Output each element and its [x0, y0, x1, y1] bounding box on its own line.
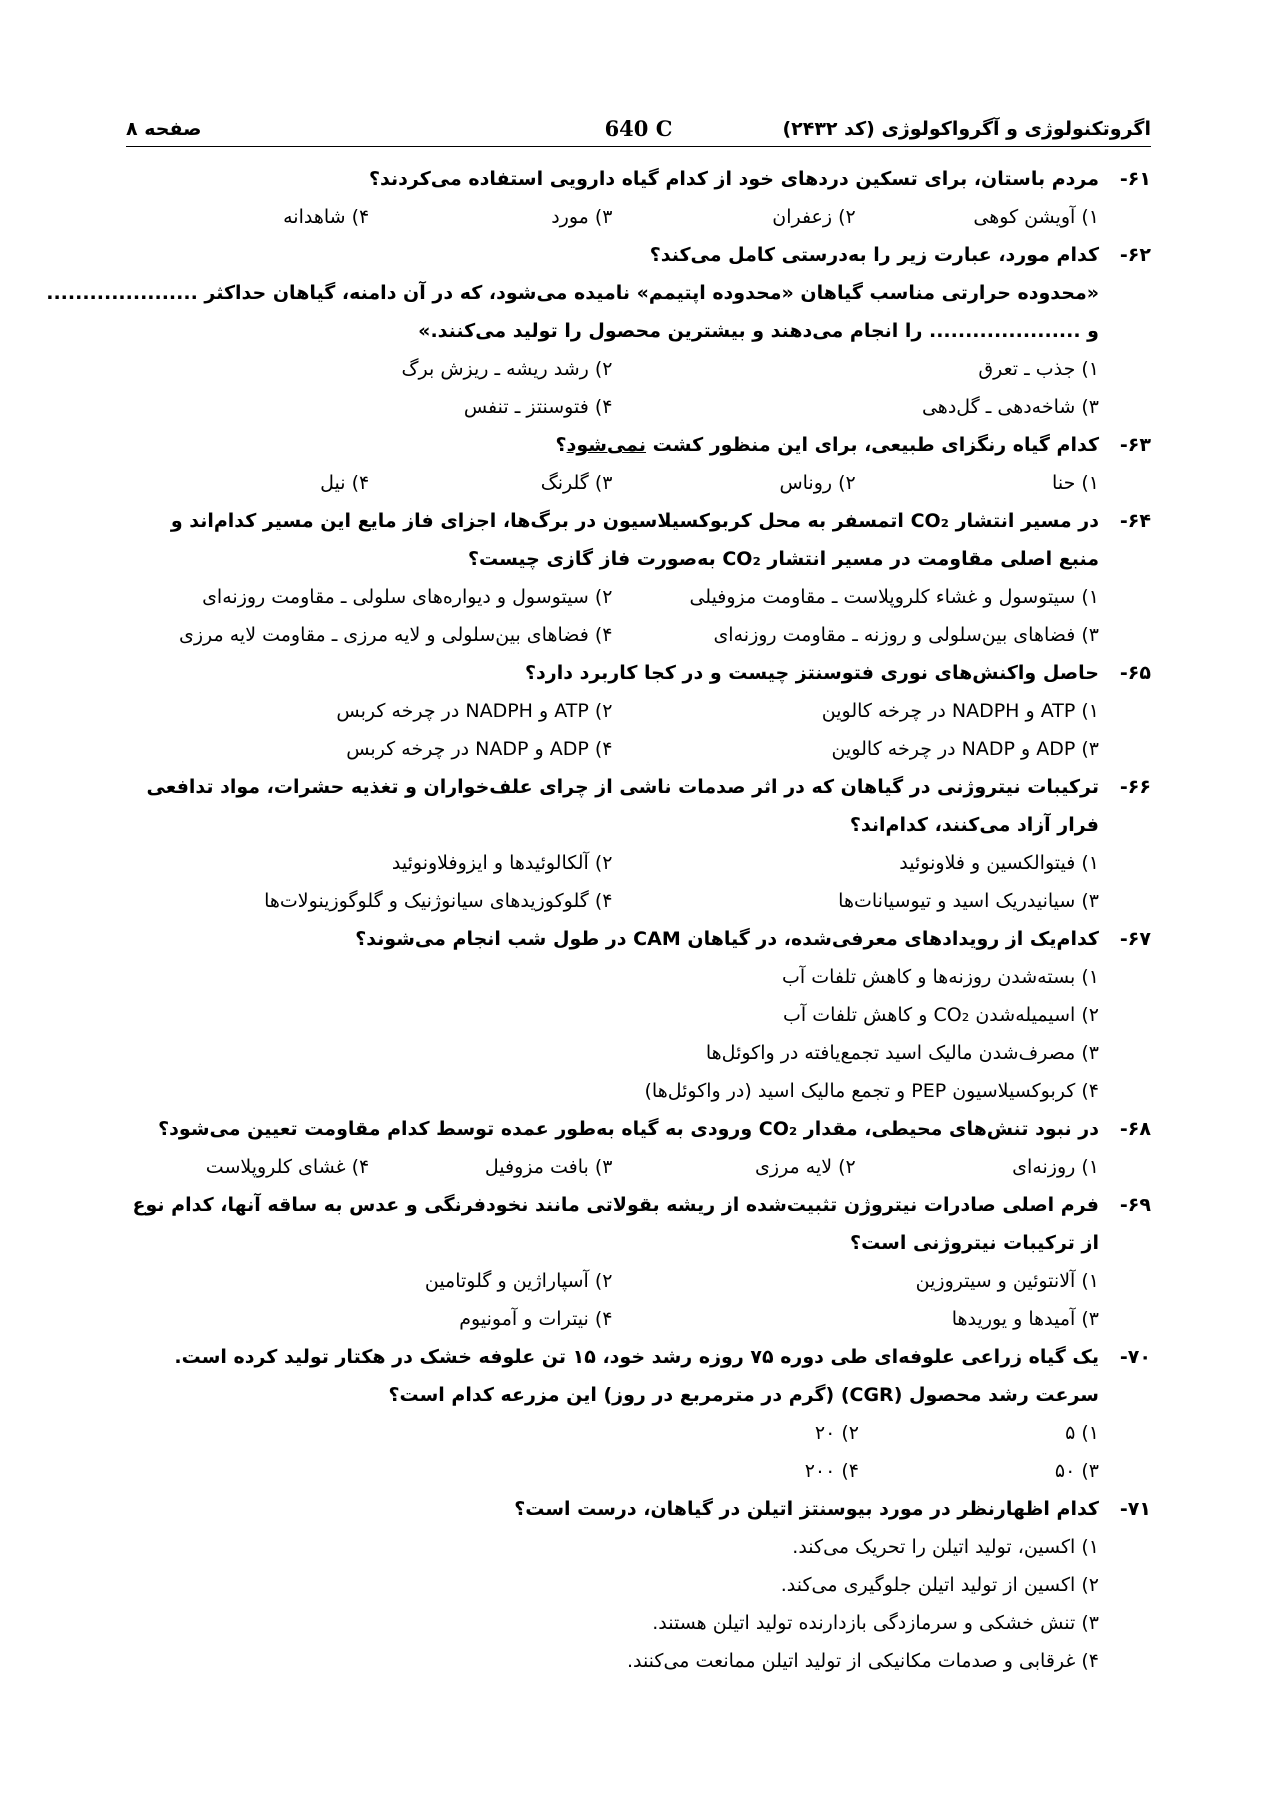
option-2: ۲) روناس: [779, 472, 856, 494]
option-1: ۱) جذب ـ تعرق: [978, 358, 1099, 380]
options: [126, 1262, 1099, 1338]
question-number: ۶۶-: [1119, 776, 1151, 798]
option-4: ۴) نیترات و آمونیوم: [459, 1308, 613, 1330]
options: [126, 958, 1099, 1110]
options: [126, 692, 1099, 768]
option-2: ۲) لایه مرزی: [755, 1156, 856, 1178]
option-3: ۳) فضاهای بین‌سلولی و روزنه ـ مقاومت روزنه‌ای: [713, 624, 1099, 646]
options: [126, 350, 1099, 426]
question-61: [126, 160, 1151, 236]
option-2: ۲) اسیمیله‌شدن CO₂ و کاهش تلفات آب: [783, 1004, 1099, 1026]
question-number: ۶۵-: [1119, 662, 1151, 684]
options: [126, 844, 1099, 920]
question-65: [126, 654, 1151, 768]
option-1: ۱) ۵: [1065, 1422, 1099, 1444]
question-text: در مسیر انتشار CO₂ اتمسفر به محل کربوکسیلاسیون در برگ‌ها، اجزای فاز مایع این مسیر کدام‌اند و منبع اصلی مقاومت در مسیر انتشار CO₂ به‌صورت فاز گازی چیست؟: [170, 510, 1099, 570]
page-header: [126, 112, 1151, 147]
question-text: [126, 426, 1099, 464]
question-64: [126, 502, 1151, 654]
underlined-word: نمی‌شود: [566, 434, 647, 456]
option-2: ۲) سیتوسول و دیواره‌های سلولی ـ مقاومت روزنه‌ای: [202, 586, 613, 608]
questions-list: [46, 160, 1151, 1680]
question-text: کدام‌یک از رویدادهای معرفی‌شده، در گیاهان CAM در طول شب انجام می‌شوند؟: [355, 928, 1099, 950]
option-1: ۱) آویشن کوهی: [973, 206, 1099, 228]
option-3: ۳) ADP و NADP در چرخه کالوین: [831, 738, 1099, 760]
option-1: ۱) حنا: [1052, 472, 1099, 494]
option-2: ۲) ۲۰: [814, 1422, 859, 1444]
question-69: [126, 1186, 1151, 1338]
options: [619, 1414, 1099, 1490]
options: [126, 1148, 1099, 1186]
question-number: ۷۱-: [1119, 1498, 1151, 1520]
question-62: [46, 236, 1151, 426]
option-3: ۳) ۵۰: [1054, 1460, 1099, 1482]
question-number: ۶۷-: [1119, 928, 1151, 950]
options: [126, 1528, 1099, 1680]
option-3: ۳) آمیدها و یوریدها: [951, 1308, 1099, 1330]
option-1: ۱) روزنه‌ای: [1012, 1156, 1099, 1178]
exam-title: اگروتکنولوژی و آگرواکولوژی (کد ۲۴۳۲): [782, 118, 1151, 140]
question-text: فرم اصلی صادرات نیتروژن تثبیت‌شده از ریشه بقولاتی مانند نخودفرنگی و عدس به ساقه آنها، کدام نوع از ترکیبات نیتروژنی است؟: [132, 1194, 1099, 1254]
question-number: ۶۸-: [1119, 1118, 1151, 1140]
question-text: کدام مورد، عبارت زیر را به‌درستی کامل می‌کند؟: [649, 244, 1099, 266]
question-text: یک گیاه زراعی علوفه‌ای طی دوره ۷۵ روزه رشد خود، ۱۵ تن علوفه خشک در هکتار تولید کرده است. سرعت رشد محصول (CGR) (گرم در مترمربع در روز) این مزرعه کدام است؟: [174, 1346, 1099, 1406]
option-3: ۳) بافت مزوفیل: [484, 1156, 613, 1178]
quote-line-1: «محدوده حرارتی مناسب گیاهان «محدوده اپتیمم» نامیده می‌شود، که در آن دامنه، گیاهان حداکثر .....................: [46, 282, 1099, 304]
option-1: ۱) فیتوالکسین و فلاونوئید: [899, 852, 1099, 874]
question-text: ترکیبات نیتروژنی در گیاهان که در اثر صدمات ناشی از چرای علف‌خواران و تغذیه حشرات، مواد تدافعی فرار آزاد می‌کنند، کدام‌اند؟: [146, 776, 1099, 836]
option-4: ۴) ADP و NADP در چرخه کربس: [346, 738, 613, 760]
options: [126, 578, 1099, 654]
question-text-end: ؟: [555, 434, 567, 456]
option-3: ۳) شاخه‌دهی ـ گل‌دهی: [921, 396, 1099, 418]
option-4: ۴) غشای کلروپلاست: [205, 1156, 370, 1178]
option-2: ۲) ATP و NADPH در چرخه کربس: [336, 700, 613, 722]
option-4: ۴) نیل: [320, 472, 370, 494]
question-70: [126, 1338, 1151, 1490]
question-67: [126, 920, 1151, 1110]
option-4: ۴) گلوکوزیدهای سیانوژنیک و گلوگوزینولات‌ها: [264, 890, 613, 912]
option-2: ۲) آلکالوئیدها و ایزوفلاونوئید: [391, 852, 613, 874]
option-4: ۴) کربوکسیلاسیون PEP و تجمع مالیک اسید (در واکوئل‌ها): [644, 1080, 1099, 1102]
option-3: ۳) تنش خشکی و سرمازدگی بازدارنده تولید اتیلن هستند.: [652, 1612, 1099, 1634]
question-text: حاصل واکنش‌های نوری فتوسنتز چیست و در کجا کاربرد دارد؟: [525, 662, 1099, 684]
option-3: ۳) سیانیدریک اسید و تیوسیانات‌ها: [838, 890, 1099, 912]
question-number: ۶۲-: [1119, 244, 1151, 266]
option-4: ۴) فتوسنتز ـ تنفس: [463, 396, 613, 418]
option-1: ۱) آلانتوئین و سیتروزین: [915, 1270, 1099, 1292]
question-71: [126, 1490, 1151, 1680]
options: [126, 464, 1099, 502]
question-text: کدام اظهارنظر در مورد بیوسنتز اتیلن در گیاهان، درست است؟: [514, 1498, 1099, 1520]
option-4: ۴) فضاهای بین‌سلولی و لایه مرزی ـ مقاومت لایه مرزی: [178, 624, 613, 646]
question-text: در نبود تنش‌های محیطی، مقدار CO₂ ورودی به گیاه به‌طور عمده توسط کدام مقاومت تعیین می‌شود؟: [158, 1118, 1099, 1140]
question-text-start: کدام گیاه رنگزای طبیعی، برای این منظور کشت: [646, 434, 1099, 456]
question-68: [126, 1110, 1151, 1186]
page-number: صفحه ۸: [126, 118, 202, 140]
option-3: ۳) مصرف‌شدن مالیک اسید تجمع‌یافته در واکوئل‌ها: [705, 1042, 1099, 1064]
booklet-code: 640 C: [604, 116, 673, 141]
option-2: ۲) زعفران: [772, 206, 856, 228]
option-2: ۲) آسپاراژین و گلوتامین: [424, 1270, 613, 1292]
question-63: [126, 426, 1151, 502]
option-4: ۴) ۲۰۰: [804, 1460, 859, 1482]
option-2: ۲) اکسین از تولید اتیلن جلوگیری می‌کند.: [780, 1574, 1099, 1596]
option-1: ۱) بسته‌شدن روزنه‌ها و کاهش تلفات آب: [782, 966, 1099, 988]
option-4: ۴) غرقابی و صدمات مکانیکی از تولید اتیلن ممانعت می‌کنند.: [626, 1650, 1099, 1672]
option-1: ۱) سیتوسول و غشاء کلروپلاست ـ مقاومت مزوفیلی: [689, 586, 1099, 608]
option-1: ۱) اکسین، تولید اتیلن را تحریک می‌کند.: [792, 1536, 1099, 1558]
question-number: ۷۰-: [1119, 1346, 1151, 1368]
question-text: مردم باستان، برای تسکین دردهای خود از کدام گیاه دارویی استفاده می‌کردند؟: [369, 168, 1099, 190]
question-66: [126, 768, 1151, 920]
option-4: ۴) شاهدانه: [283, 206, 370, 228]
question-number: ۶۳-: [1119, 434, 1151, 456]
option-3: ۳) گلرنگ: [540, 472, 613, 494]
question-number: ۶۱-: [1119, 168, 1151, 190]
option-2: ۲) رشد ریشه ـ ریزش برگ: [401, 358, 613, 380]
question-number: ۶۴-: [1119, 510, 1151, 532]
option-3: ۳) مورد: [551, 206, 613, 228]
option-1: ۱) ATP و NADPH در چرخه کالوین: [821, 700, 1099, 722]
quote-line-2: و ..................... را انجام می‌دهند و بیشترین محصول را تولید می‌کنند.»: [418, 320, 1099, 342]
question-number: ۶۹-: [1119, 1194, 1151, 1216]
options: [126, 198, 1099, 236]
